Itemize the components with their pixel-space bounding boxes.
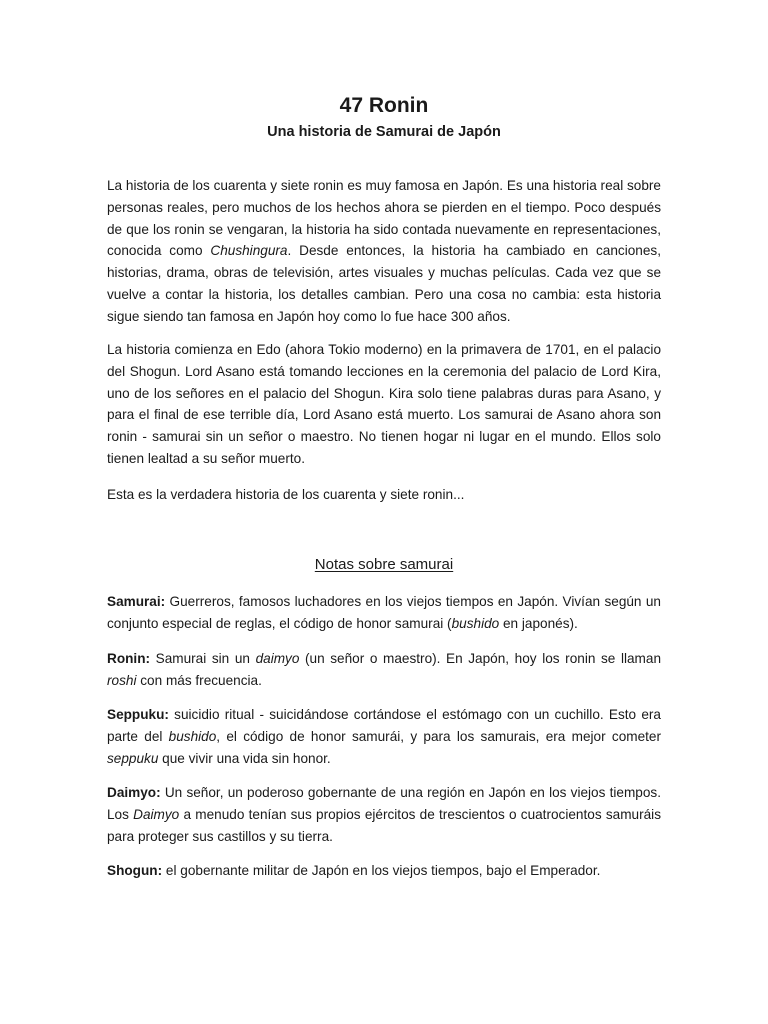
- note-ronin-term: Ronin:: [107, 651, 151, 666]
- note-seppuku-text-c: que vivir una vida sin honor.: [158, 750, 331, 766]
- note-shogun-term: Shogun:: [107, 863, 163, 878]
- intro-p1-text-b: . Desde entonces, la historia ha cambiado en canciones, historias, drama, obras de televisión, artes visuales y muchas películas. Cada vez que se vuelve a contar la historia, los detalles cambian. Pero una cosa no cambia: esta historia sigue siendo tan famosa en Japón hoy como lo fue hace 300 años.: [107, 243, 661, 324]
- note-seppuku-text-b: , el código de honor samurái, y para los samurais, era mejor cometer: [216, 728, 661, 744]
- note-shogun-text-a: el gobernante militar de Japón en los viejos tiempos, bajo el Emperador.: [162, 863, 601, 878]
- note-seppuku-emphasis-1: bushido: [168, 728, 217, 744]
- note-daimyo-text-b: a menudo tenían sus propios ejércitos de trescientos o cuatrocientos samuráis para proteger sus castillos y su tierra.: [107, 806, 661, 844]
- note-samurai-text-a: Guerreros, famosos luchadores en los viejos tiempos en Japón. Vivían según un conjunto especial de reglas, el código de honor samurai (: [107, 594, 661, 631]
- note-daimyo-text-a: Un señor, un poderoso gobernante de una región en Japón en los viejos tiempos. Los: [107, 785, 661, 822]
- note-ronin-emphasis-2: roshi: [107, 672, 137, 688]
- document-subtitle: Una historia de Samurai de Japón: [267, 124, 501, 140]
- note-seppuku-text-a: suicidio ritual - suicidándose cortándose el estómago con un cuchillo. Esto era parte del: [107, 707, 661, 744]
- note-ronin: [107, 648, 661, 692]
- note-samurai-term: Samurai:: [107, 594, 166, 609]
- intro-paragraph-3: Esta es la verdadera historia de los cuarenta y siete ronin...: [107, 487, 465, 502]
- notes-heading: Notas sobre samurai: [314, 556, 454, 573]
- note-samurai-emphasis: bushido: [451, 615, 500, 631]
- note-ronin-text-c: con más frecuencia.: [136, 672, 262, 688]
- intro-p1-text-a: La historia de los cuarenta y siete ronin es muy famosa en Japón. Es una historia real sobre personas reales, pero muchos de los hechos ahora se pierden en el tiempo. Poco después de que los ronin se vengaran, la historia ha sido contada nuevamente en representaciones, conocida como: [107, 178, 661, 259]
- note-samurai: [107, 591, 661, 635]
- note-seppuku-term: Seppuku:: [107, 707, 169, 722]
- note-daimyo-term: Daimyo:: [107, 785, 161, 800]
- note-samurai-text-b: en japonés).: [499, 615, 578, 631]
- note-daimyo-emphasis: Daimyo: [133, 806, 180, 822]
- note-ronin-text-b: (un señor o maestro). En Japón, hoy los ronin se llaman: [299, 651, 661, 666]
- note-daimyo: [107, 782, 661, 847]
- note-ronin-emphasis-1: daimyo: [255, 651, 300, 666]
- intro-p1-emphasis: Chushingura: [210, 243, 288, 259]
- intro-paragraph-2: La historia comienza en Edo (ahora Tokio moderno) en la primavera de 1701, en el palacio del Shogun. Lord Asano está tomando lecciones en la ceremonia del palacio de Lord Kira, uno de los señores en el palacio del Shogun. Kira solo tiene palabras duras para Asano, y para el final de ese terrible día, Lord Asano está muerto. Los samurai de Asano ahora son ronin - samurai sin un señor o maestro. No tienen hogar ni lugar en el mundo. Ellos solo tienen lealtad a su señor muerto.: [107, 342, 661, 466]
- note-seppuku: [107, 704, 661, 769]
- note-shogun: [107, 860, 661, 882]
- note-ronin-text-a: Samurai sin un: [150, 651, 256, 666]
- note-seppuku-emphasis-2: seppuku: [107, 750, 159, 766]
- document-title: 47 Ronin: [339, 94, 429, 117]
- intro-paragraph-1: [107, 175, 661, 328]
